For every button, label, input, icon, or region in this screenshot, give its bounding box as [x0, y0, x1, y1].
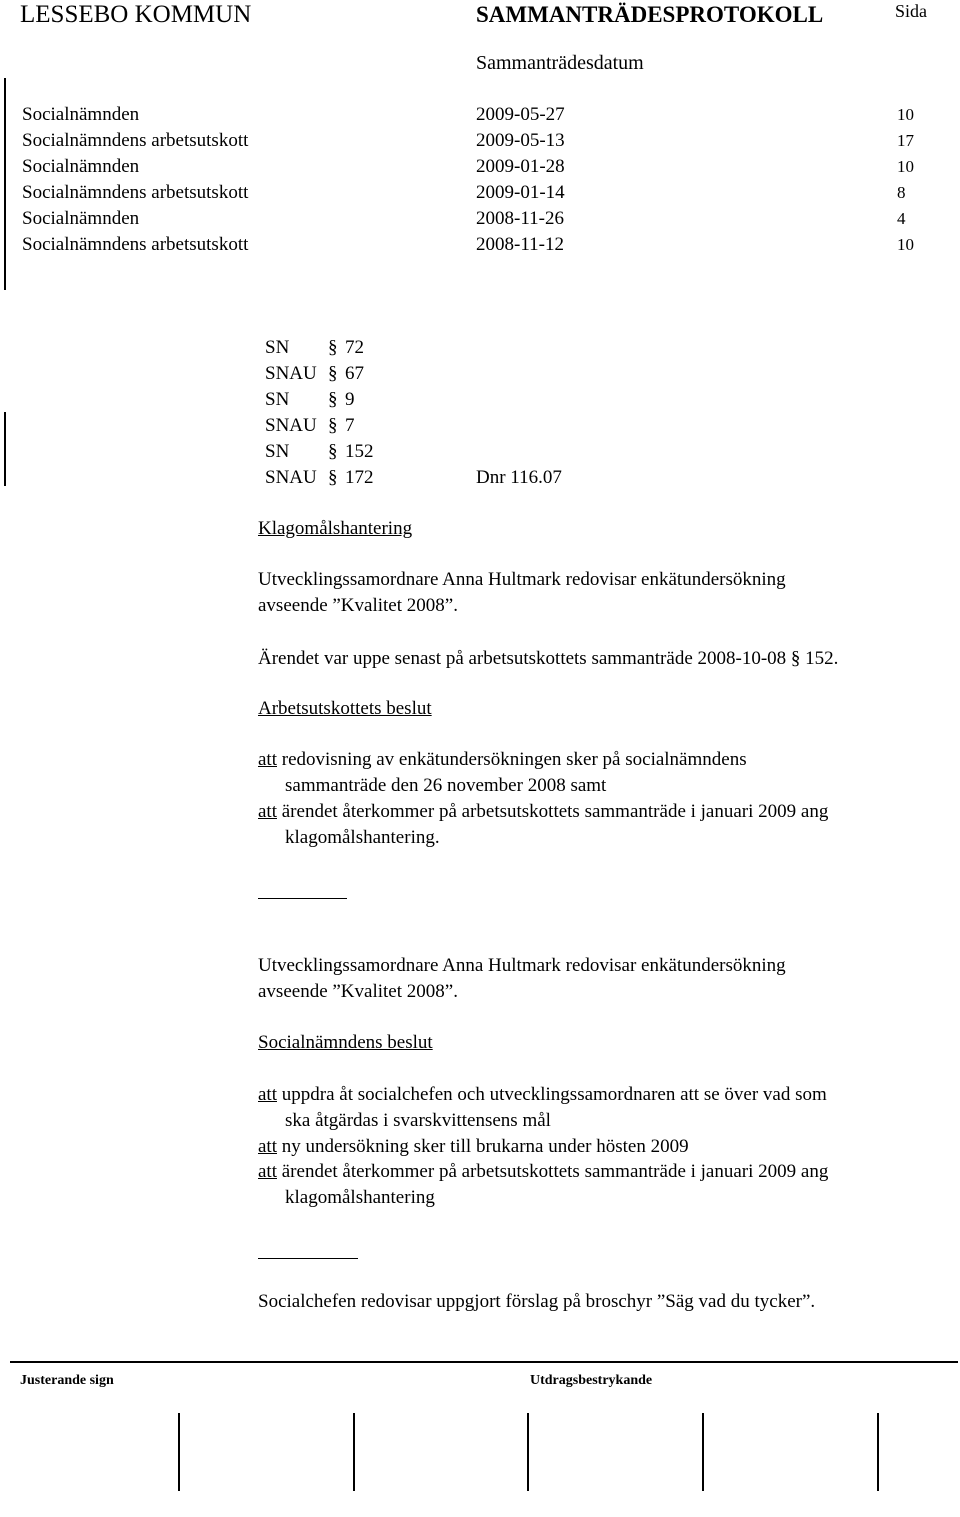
meeting-name: Socialnämndens arbetsutskott: [22, 182, 249, 203]
signature-box-line: [702, 1413, 704, 1491]
meeting-name: Socialnämnden: [22, 104, 140, 125]
meeting-name: Socialnämndens arbetsutskott: [22, 130, 249, 151]
intro-line: Utvecklingssamordnare Anna Hultmark redovisar enkätundersökning: [258, 569, 786, 590]
decision-text: redovisning av enkätundersökningen sker på socialnämndens: [277, 749, 747, 770]
decision-text: uppdra åt socialchefen och utvecklingssamordnaren att se över vad som: [277, 1084, 827, 1105]
meeting-date: 2009-01-14: [476, 182, 565, 203]
signature-box-line: [877, 1413, 879, 1491]
meeting-page: 17: [897, 131, 914, 150]
sn-decision-heading: Socialnämndens beslut: [258, 1032, 433, 1053]
decision-text: ny undersökning sker till brukarna under hösten 2009: [277, 1136, 689, 1157]
margin-line: [4, 78, 6, 290]
section-sign: §: [328, 389, 338, 410]
meeting-page: 10: [897, 157, 914, 176]
section-sign: §: [328, 467, 338, 488]
decision-text: klagomålshantering.: [285, 827, 440, 848]
decision-item: [258, 1159, 828, 1185]
meeting-date: 2008-11-12: [476, 234, 564, 255]
ref-body: SN: [265, 441, 290, 462]
page-label: Sida: [895, 1, 928, 21]
justerande-sign-label: Justerande sign: [20, 1373, 114, 1388]
decision-text: sammanträde den 26 november 2008 samt: [285, 775, 607, 796]
section-sign: §: [328, 363, 338, 384]
signature-box-line: [353, 1413, 355, 1491]
decision-item: [258, 1082, 827, 1108]
ref-number: 172: [345, 467, 374, 488]
intro-line: avseende ”Kvalitet 2008”.: [258, 981, 458, 1002]
ref-number: 7: [345, 415, 355, 436]
intro-line: Utvecklingssamordnare Anna Hultmark redovisar enkätundersökning: [258, 955, 786, 976]
utdragsbestyrkande-label: Utdragsbestrykande: [530, 1373, 653, 1388]
meeting-name: Socialnämnden: [22, 208, 140, 229]
ref-number: 152: [345, 441, 374, 462]
ref-body: SN: [265, 337, 290, 358]
decision-text: ärendet återkommer på arbetsutskottets sammanträde i januari 2009 ang: [277, 1161, 829, 1182]
dnr-number: Dnr 116.07: [476, 467, 562, 488]
meeting-name: Socialnämnden: [22, 156, 140, 177]
margin-line: [4, 412, 6, 486]
meeting-date-label: Sammanträdesdatum: [476, 52, 644, 74]
meeting-page: 10: [897, 105, 914, 124]
intro-line: avseende ”Kvalitet 2008”.: [258, 595, 458, 616]
meeting-date: 2008-11-26: [476, 208, 564, 229]
closing-note: Socialchefen redovisar uppgjort förslag på broschyr ”Säg vad du tycker”.: [258, 1291, 816, 1312]
meeting-page: 4: [897, 209, 906, 228]
document-title: SAMMANTRÄDESPROTOKOLL: [476, 2, 824, 27]
ref-number: 67: [345, 363, 364, 384]
decision-text: klagomålshantering: [285, 1187, 435, 1208]
att-keyword: att: [258, 1136, 277, 1157]
meeting-page: 10: [897, 235, 914, 254]
ref-body: SNAU: [265, 363, 317, 384]
signature-box-line: [178, 1413, 180, 1491]
ref-number: 72: [345, 337, 364, 358]
decision-item: [258, 1134, 689, 1160]
meeting-page: 8: [897, 183, 906, 202]
meeting-date: 2009-01-28: [476, 156, 565, 177]
separator-line: [258, 898, 347, 899]
decision-text: ska åtgärdas i svarskvittensens mål: [285, 1110, 551, 1131]
att-keyword: att: [258, 801, 277, 822]
ref-number: 9: [345, 389, 355, 410]
decision-text: ärendet återkommer på arbetsutskottets sammanträde i januari 2009 ang: [277, 801, 829, 822]
att-keyword: att: [258, 749, 277, 770]
decision-item: [258, 747, 747, 773]
att-keyword: att: [258, 1161, 277, 1182]
section-sign: §: [328, 415, 338, 436]
section-sign: §: [328, 337, 338, 358]
meeting-date: 2009-05-27: [476, 104, 565, 125]
au-decision-heading: Arbetsutskottets beslut: [258, 698, 432, 719]
decision-item: [258, 799, 828, 825]
ref-body: SNAU: [265, 415, 317, 436]
ref-body: SN: [265, 389, 290, 410]
section-sign: §: [328, 441, 338, 462]
separator-line: [258, 1258, 358, 1259]
footer-rule: [10, 1361, 958, 1363]
att-keyword: att: [258, 1084, 277, 1105]
signature-box-line: [527, 1413, 529, 1491]
meeting-date: 2009-05-13: [476, 130, 565, 151]
ref-body: SNAU: [265, 467, 317, 488]
section-title: Klagomålshantering: [258, 518, 413, 539]
meeting-name: Socialnämndens arbetsutskott: [22, 234, 249, 255]
previous-note: Ärendet var uppe senast på arbetsutskottets sammanträde 2008-10-08 § 152.: [258, 648, 839, 669]
municipality-name: LESSEBO KOMMUN: [20, 1, 252, 28]
